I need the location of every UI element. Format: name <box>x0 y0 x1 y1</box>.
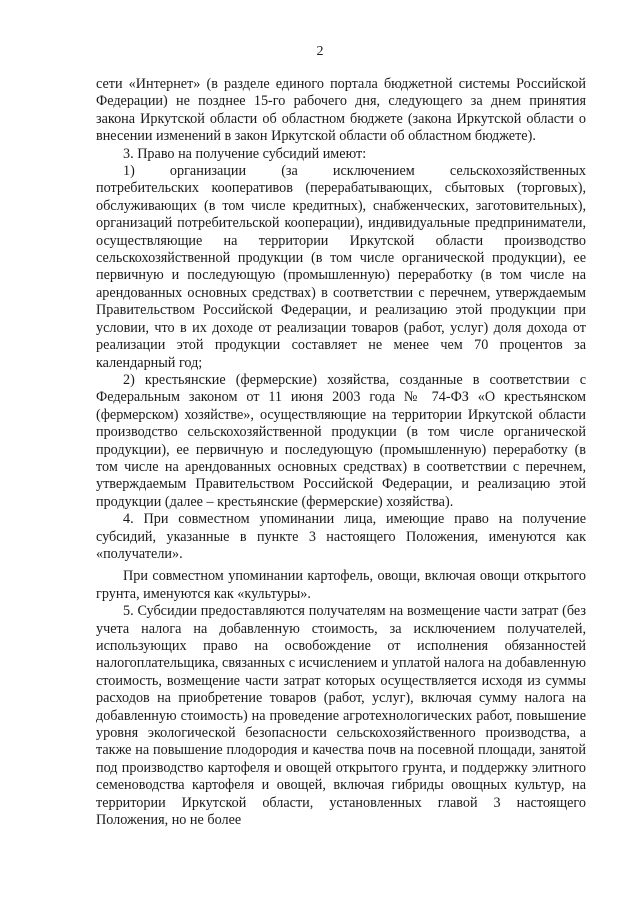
paragraph-subsidy-purpose: 5. Субсидии предоставляются получателям на возмещение части затрат (без учета налога на добавленную стоимость, за исключением получателей, использующих право на освобождение от исполнения обязанностей налогоплательщика, связанных с исчислением и уплатой налога на добавленную стоимость, возмещение части затрат которых осуществляется исходя из суммы расходов на приобретение товаров (работ, услуг), включая сумму налога на добавленную стоимость) на проведение агротехнологических работ, повышение уровня экологической безопасности сельскохозяйственного производства, а также на повышение плодородия и качества почв на посевной площади, занятой под производство картофеля и овощей открытого грунта, и поддержку элитного семеноводства картофеля и овощей, включая гибриды овощных культур, на территории Иркутской области, установленных главой 3 настоящего Положения, но не более <box>96 603 586 829</box>
paragraph-item-1-organizations: потребительских кооперативов (перерабатывающих, сбытовых (торговых), обслуживающих (в том числе кредитных), снабженческих, заготовительных), организаций потребительской кооперации), индивидуальные предприниматели, осуществляющие на территории Иркутской области производство сельскохозяйственной продукции (в том числе органической продукции), ее первичную и последующую (промышленную) переработку (в том числе на арендованных основных средствах) в соответствии с перечнем, утверждаемым Правительством Российской Федерации, и реализацию этой продукции при условии, что в их доходе от реализации товаров (работ, услуг) доля дохода от реализации этой продукции составляет не менее чем 70 процентов за календарный год; <box>96 180 586 371</box>
page-number: 2 <box>316 44 324 59</box>
paragraph-item-2-farms: 2) крестьянские (фермерские) хозяйства, созданные в соответствии с Федеральным законом от 11 июня 2003 года № 74-ФЗ «О крестьянском (фермерском) хозяйстве», осуществляющие на территории Иркутской области производство сельскохозяйственной продукции (в том числе органической продукции), ее первичную и последующую (промышленную) переработку (в том числе на арендованных основных средствах) в соответствии с перечнем, утверждаемым Правительством Российской Федерации, и реализацию этой продукции (далее – крестьянские (фермерские) хозяйства). <box>96 371 586 510</box>
paragraph-item-1-first-line <box>96 163 586 180</box>
paragraph-recipients-definition: 4. При совместном упоминании лица, имеющие право на получение субсидий, указанные в пункте 3 настоящего Положения, именуются как «получатели». <box>96 511 586 562</box>
item-1-word-organizations: организации <box>169 163 247 180</box>
paragraph-subsidy-right: 3. Право на получение субсидий имеют: <box>123 145 367 162</box>
item-1-word-excluding-b: исключением <box>332 163 415 180</box>
paragraph-publication-deadline: сети «Интернет» (в разделе единого портала бюджетной системы Российской Федерации) не позднее 15-го рабочего дня, следующего за днем принятия закона Иркутской области об областном бюджете (закона Иркутской области о внесении изменений в закон Иркутской области об областном бюджете). <box>96 76 586 145</box>
paragraph-crops-definition: При совместном упоминании картофель, овощи, включая овощи открытого грунта, именуются как «культуры». <box>96 568 586 602</box>
item-1-number: 1) <box>123 163 135 180</box>
item-1-word-excluding-a: (за <box>281 163 298 180</box>
item-1-word-agricultural: сельскохозяйственных <box>449 163 586 180</box>
document-body <box>96 76 586 829</box>
